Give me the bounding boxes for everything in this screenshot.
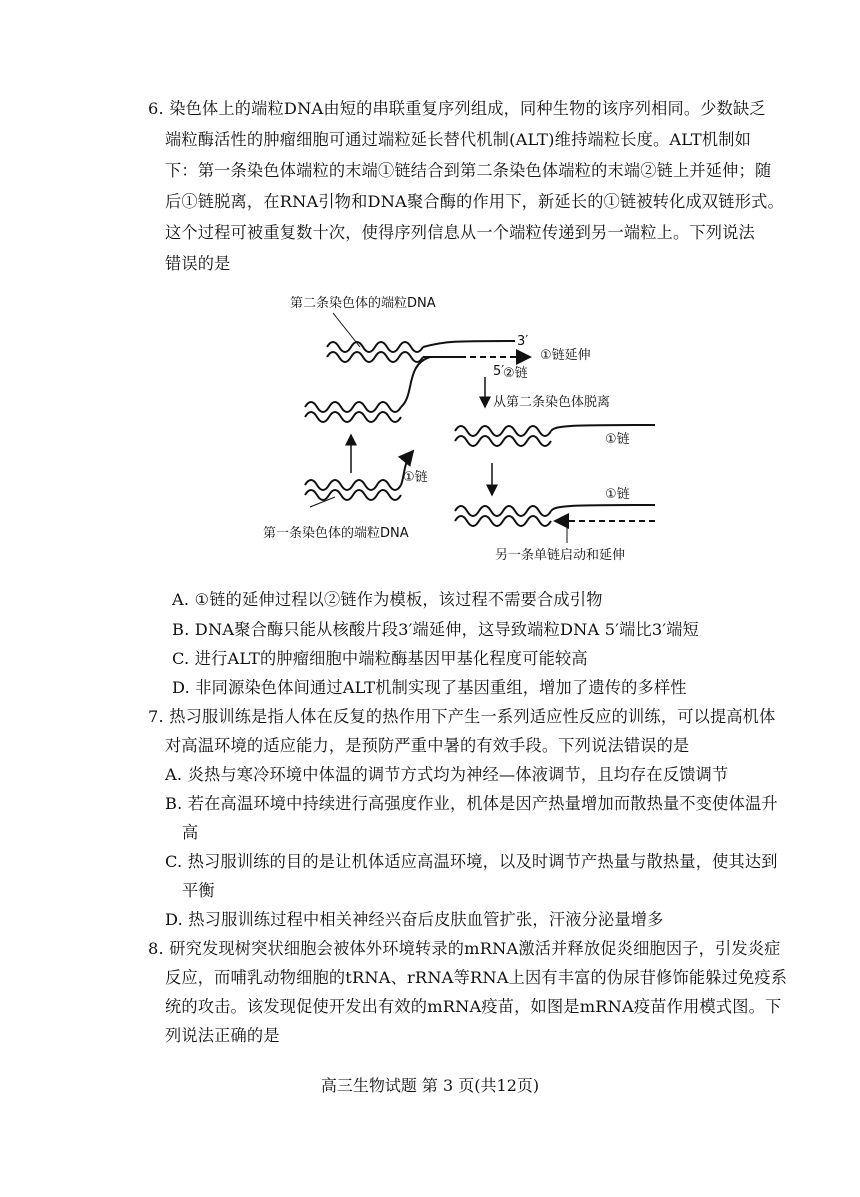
q7-stem-line-1: 7. 热习服训练是指人体在反复的热作用下产生一系列适应性反应的训练，可以提高机体 <box>148 707 776 726</box>
page-footer: 高三生物试题 第 3 页(共12页) <box>320 1076 540 1095</box>
q7-option-b-cont: 高 <box>182 823 199 842</box>
chain1-binding-strand <box>401 357 430 407</box>
first-chromosome-helix-bottom <box>305 480 401 500</box>
first-chromosome-helix-middle <box>305 402 401 422</box>
q6-stem-line-6: 错误的是 <box>165 254 231 273</box>
q8-stem-line-3: 统的攻击。该发现促使开发出有效的mRNA疫苗，如图是mRNA疫苗作用模式图。下 <box>165 997 782 1016</box>
q8-stem-line-2: 反应，而哺乳动物细胞的tRNA、rRNA等RNA上因有丰富的伪尿苷修饰能躲过免疫系 <box>165 968 788 987</box>
q6-stem-line-5: 这个过程可被重复数十次，使得序列信息从一个端粒传递到另一端粒上。下列说法 <box>165 223 755 242</box>
q6-option-c: C. 进行ALT的肿瘤细胞中端粒酶基因甲基化程度可能较高 <box>172 649 588 668</box>
alt-mechanism-diagram <box>255 285 675 570</box>
label-chain1-extend: ①链延伸 <box>540 348 591 363</box>
q6-stem-line-3: 下：第一条染色体端粒的末端①链结合到第二条染色体端粒的末端②链上并延伸；随 <box>165 161 772 180</box>
label-chain1-bottom: ①链 <box>403 470 428 485</box>
chain1-final <box>551 505 655 511</box>
q7-option-b: B. 若在高温环境中持续进行高强度作业，机体是因产热量增加而散热量不变使体温升 <box>165 794 778 813</box>
q6-option-d: D. 非同源染色体间通过ALT机制实现了基因重组，增加了遗传的多样性 <box>172 678 687 697</box>
q6-option-b: B. DNA聚合酶只能从核酸片段3′端延伸，这导致端粒DNA 5′端比3′端短 <box>172 620 700 639</box>
q7-stem-line-2: 对高温环境的适应能力，是预防严重中暑的有效手段。下列说法错误的是 <box>165 736 690 755</box>
label-5prime: 5′ <box>493 364 505 379</box>
label-detach: 从第二条染色体脱离 <box>493 395 611 410</box>
label-chain1-right: ①链 <box>605 432 630 447</box>
q6-option-a: A. ①链的延伸过程以②链作为模板，该过程不需要合成引物 <box>172 590 603 609</box>
q7-option-d: D. 热习服训练过程中相关神经兴奋后皮肤血管扩张，汗液分泌量增多 <box>165 910 664 929</box>
q6-stem-line-4: 后①链脱离，在RNA引物和DNA聚合酶的作用下，新延长的①链被转化成双链形式。 <box>165 192 784 211</box>
double-strand-helix <box>455 506 551 526</box>
q7-option-c: C. 热习服训练的目的是让机体适应高温环境，以及时调节产热量与散热量，使其达到 <box>165 852 778 871</box>
chain2-strand <box>423 341 515 347</box>
label-first-chromosome: 第一条染色体的端粒DNA <box>263 526 409 541</box>
label-3prime: 3′ <box>517 334 529 349</box>
chain1-extended <box>551 425 655 431</box>
q7-option-a: A. 炎热与寒冷环境中体温的调节方式均为神经—体液调节，且均存在反馈调节 <box>165 765 729 784</box>
q7-option-c-cont: 平衡 <box>182 881 215 900</box>
q6-stem-line-2: 端粒酶活性的肿瘤细胞可通过端粒延长替代机制(ALT)维持端粒长度。ALT机制如 <box>165 130 752 149</box>
label-chain2: ②链 <box>503 366 528 381</box>
q8-stem-line-4: 列说法正确的是 <box>165 1026 280 1045</box>
label-other-strand: 另一条单链启动和延伸 <box>495 548 626 563</box>
q8-stem-line-1: 8. 研究发现树突状细胞会被体外环境转录的mRNA激活并释放促炎细胞因子，引发炎症 <box>148 939 781 958</box>
second-chromosome-helix <box>327 342 423 362</box>
detached-helix <box>455 426 551 446</box>
label-chain1-final: ①链 <box>605 487 630 502</box>
label-second-chromosome: 第二条染色体的端粒DNA <box>290 296 436 311</box>
q6-stem-line-1: 6. 染色体上的端粒DNA由短的串联重复序列组成，同种生物的该序列相同。少数缺乏 <box>148 99 766 118</box>
